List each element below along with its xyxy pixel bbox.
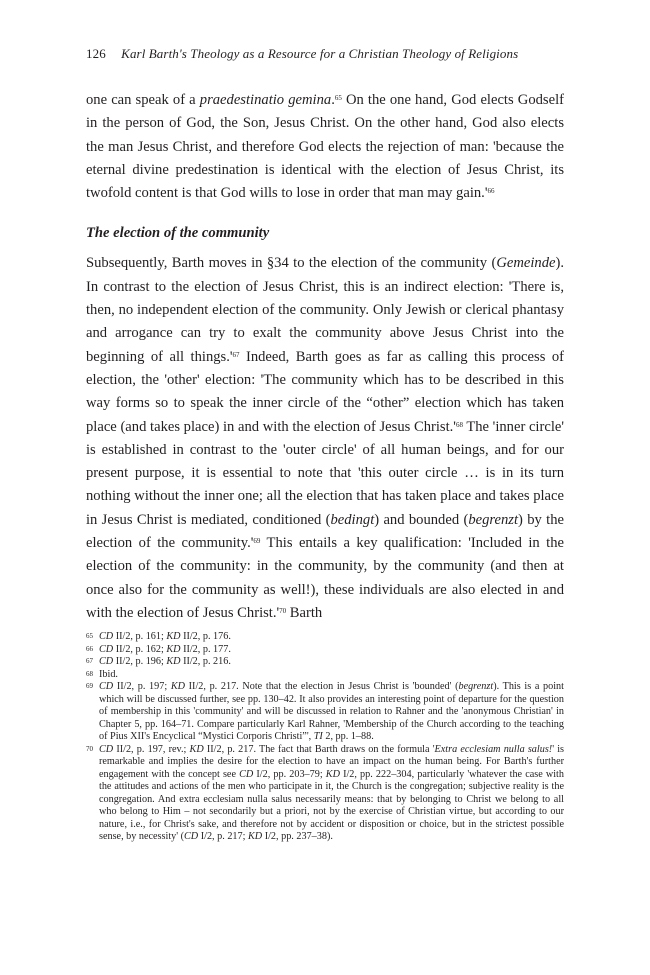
text-run: I/2, p. 217;: [198, 831, 248, 842]
text-run: II/2, p. 197;: [113, 681, 171, 692]
footnote-66: [86, 644, 564, 657]
text-run: II/2, p. 161;: [113, 631, 167, 642]
footnote-number: 69: [86, 682, 93, 690]
footnote-68: [86, 669, 564, 682]
text-run: I/2, pp. 203–79;: [253, 768, 326, 780]
italic-term: CD: [99, 681, 114, 692]
italic-term: CD: [184, 831, 199, 842]
text-run: ). This is a point which will be discussed further, see pp. 130–42. It also provides an interesting point of departure for the question of membership in this 'community' and will be discussed in relation to Rahner and the 'anonymous Christian' in Chapter 5, pp. 164–71. Compare particularly Karl Rahner, 'Membership of the Church according to the teaching of Pius XII's Encyclical “Mystici Corporis Christi”',: [99, 681, 564, 742]
paragraph-2: [86, 252, 564, 625]
italic-term: CD: [239, 768, 254, 780]
text-run: 2, pp. 1–88.: [322, 731, 374, 742]
text-run: one can speak of a: [86, 92, 200, 108]
text-run: Barth: [286, 604, 323, 621]
section-heading: The election of the community: [86, 225, 270, 242]
footnote-ref-67[interactable]: 67: [232, 350, 240, 359]
footnote-ref-70[interactable]: 70: [279, 606, 287, 615]
italic-term: praedestinatio gemina: [199, 92, 332, 108]
text-run: II/2, p. 217. The fact that Barth draws on the formula ': [203, 743, 435, 755]
italic-term: Gemeinde: [496, 255, 556, 272]
footnote-number: 70: [86, 744, 93, 753]
footnote-number: 66: [86, 644, 93, 653]
text-run: I/2, pp. 237–38).: [262, 831, 333, 842]
text-run: ). In contrast to the election of Jesus Christ, this is an indirect election: 'There is, then, no independent election of the community. Only Jewish or clerical phantasy and arrogance can try to exalt the community above Jesus Christ into the beginning of all things.': [86, 255, 564, 365]
text-run: On the one hand, God elects Godself in the person of God, the Son, Jesus Christ. On the other hand, God also elects the man Jesus Christ, and therefore God elects the rejection of man: 'because the eternal divine predestination is identical with the election of Jesus Christ, its twofold content is that God wills to lose in order that man may gain.': [86, 92, 564, 202]
italic-term: KD: [166, 631, 181, 642]
italic-term: KD: [170, 681, 185, 692]
text-run: This entails a key qualification: 'Included in the election of the community: in the community, by the community (and then at once also for the community as well!), these individuals are also elected in and with the election of Jesus Christ.': [86, 535, 565, 621]
footnote-ref-65[interactable]: 65: [334, 94, 342, 102]
footnote-70: [86, 744, 564, 844]
text-run: ' is remarkable and implies the desire for the election to have an impact on the human being. For Barth's further engagement with the concept see: [99, 743, 565, 780]
footnote-ref-66[interactable]: 66: [487, 187, 495, 196]
footnote-ref-68[interactable]: 68: [455, 420, 463, 429]
text-run: II/2, p. 177.: [180, 643, 231, 655]
main-text: [86, 89, 564, 625]
italic-term: bedingt: [330, 511, 375, 528]
text-run: II/2, p. 162;: [113, 643, 167, 655]
page-number: 126: [86, 46, 106, 61]
text-run: II/2, p. 217. Note that the election in Jesus Christ is 'bounded' (: [185, 681, 459, 692]
text-run: II/2, p. 197, rev.;: [113, 743, 190, 755]
paragraph-1: [86, 89, 564, 205]
text-run: Indeed, Barth goes as far as calling this process of election, the 'other' election: 'The community which has to be described in this way forms so to speak the inner circle of the “other” election which has taken place (and takes place) in and with the election of Jesus Christ.': [86, 348, 565, 435]
text-run: II/2, p. 196;: [113, 656, 167, 667]
italic-term: KD: [166, 643, 181, 655]
italic-term: KD: [325, 768, 340, 780]
footnotes: [86, 631, 564, 844]
footnote-number: 67: [86, 657, 93, 665]
text-run: ) and bounded (: [374, 511, 469, 528]
italic-term: Extra ecclesiam nulla salus!: [434, 743, 553, 755]
italic-term: CD: [99, 643, 114, 655]
footnote-69: [86, 681, 564, 744]
running-header: [86, 46, 518, 62]
text-run: II/2, p. 216.: [180, 656, 231, 667]
footnote-65: [86, 631, 564, 644]
italic-term: begrenzt: [458, 681, 494, 692]
text-run: II/2, p. 176.: [180, 631, 231, 642]
text-run: Subsequently, Barth moves in §34 to the election of the community (: [86, 255, 497, 272]
text-run: The 'inner circle' is established in contrast to the 'outer circle' of all human beings, and for our present purpose, it is essential to note that 'this outer circle … is in its turn nothing without the inner one; all the election that has taken place and takes place in Jesus Christ is mediated, conditioned (: [86, 418, 564, 528]
text-run: .: [331, 92, 335, 108]
footnote-number: 68: [86, 669, 93, 678]
italic-term: begrenzt: [468, 511, 519, 528]
italic-term: TI: [313, 731, 323, 742]
footnote-67: [86, 656, 564, 669]
text-run: ) by the election of the community.': [86, 511, 564, 552]
italic-term: CD: [99, 743, 114, 755]
italic-term: CD: [99, 631, 114, 642]
italic-term: KD: [166, 656, 181, 667]
footnote-number: 65: [86, 632, 93, 640]
text-run: Ibid.: [99, 668, 118, 680]
running-title: Karl Barth's Theology as a Resource for a Christian Theology of Religions: [121, 46, 519, 61]
text-run: I/2, pp. 222–304, particularly 'whatever the case with the attitudes and actions of the men who participate in it, the Church is the congregation; subjective reality is the congregation. And extra ecclesiam nulla salus necessarily means: that by belonging to Christ we belong to all who belong to Him – not secondarily but a priori, not by the exercise of Christian virtue, but according to our nature, i.e., for Christ's sake, and therefore not by accident or disposition or choice, but in the strictest possible sense, by necessity' (: [99, 768, 564, 842]
italic-term: KD: [247, 831, 263, 842]
italic-term: CD: [99, 656, 114, 667]
italic-term: KD: [189, 743, 204, 755]
footnote-ref-69[interactable]: 69: [253, 537, 261, 546]
